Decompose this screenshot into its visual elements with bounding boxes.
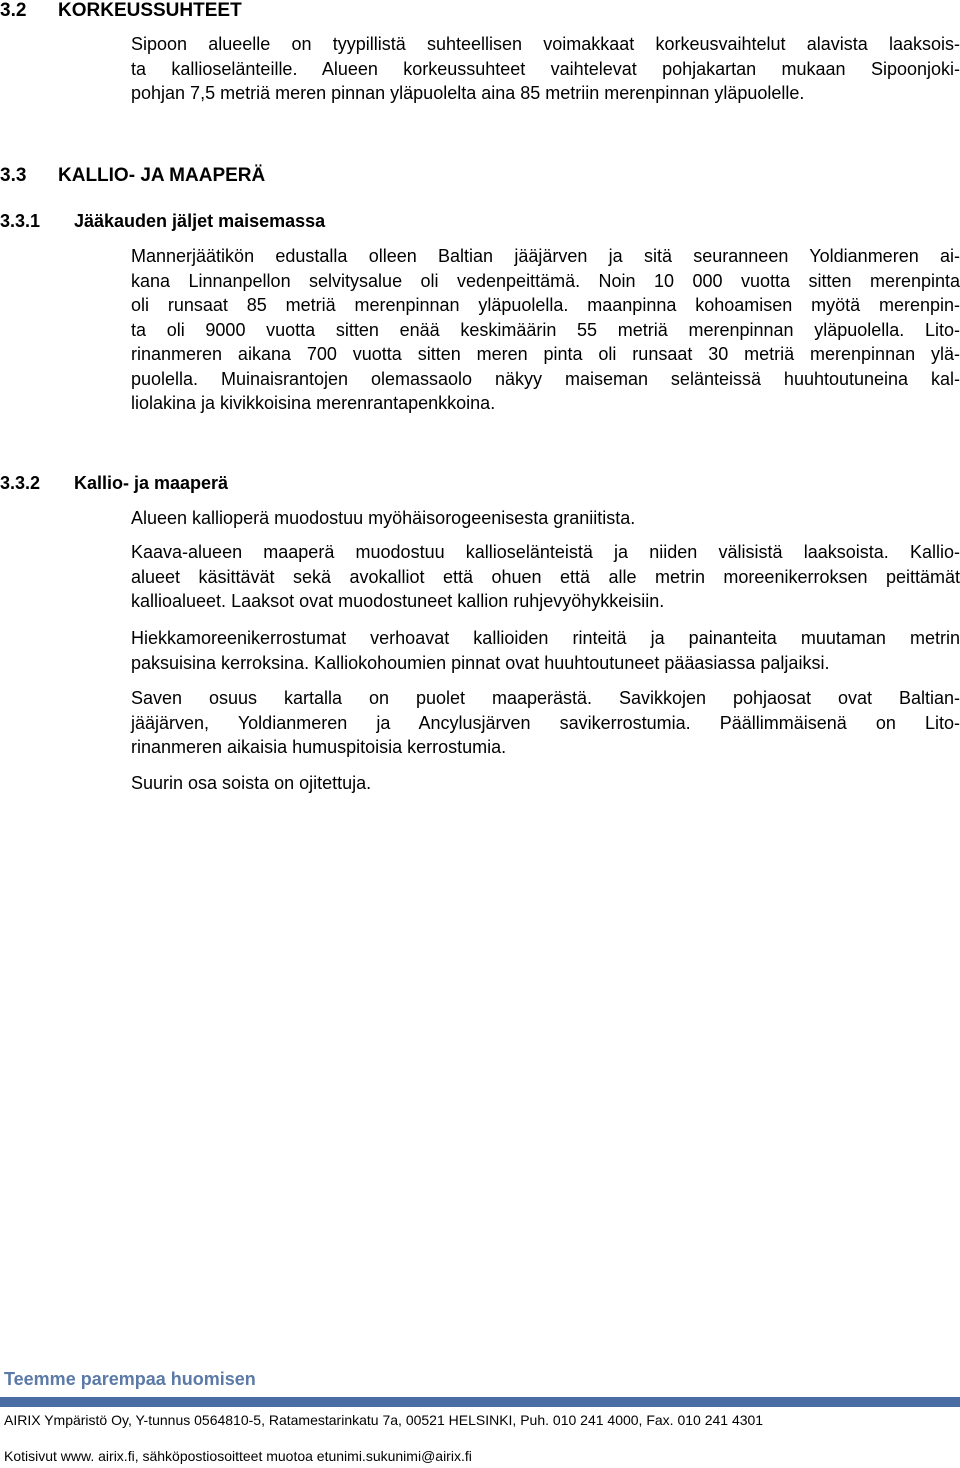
section-3-3-2-heading — [0, 472, 228, 494]
paragraph-line: Saven osuus kartalla on puolet maaperästä. Savikkojen pohjaosat ovat Baltian- — [131, 688, 960, 708]
section-3-3-heading — [0, 165, 265, 187]
section-number: 3.2 — [0, 0, 27, 21]
paragraph-line: puolella. Muinaisrantojen olemassaolo näkyy maiseman selänteissä huuhtoutuneina kal- — [131, 368, 960, 389]
paragraph-line: ta kallioselänteille. Alueen korkeussuhteet vaihtelevat pohjakartan mukaan Sipoonjoki- — [131, 58, 960, 79]
paragraph-line: Mannerjäätikön edustalla olleen Baltian jääjärven ja sitä seuranneen Yoldianmeren ai- — [131, 246, 960, 266]
paragraph-line: Sipoon alueelle on tyypillistä suhteellisen voimakkaat korkeusvaihtelut alavista laaksois- — [131, 34, 960, 54]
section-3-3-1-paragraph — [131, 244, 960, 416]
paragraph-line: liolakina ja kivikkoisina merenrantapenkkoina. — [131, 393, 496, 413]
section-title: KALLIO- JA MAAPERÄ — [58, 165, 266, 186]
paragraph-line: Kaava-alueen maaperä muodostuu kallioselänteistä ja niiden välisistä laaksoista. Kallio- — [131, 542, 960, 562]
footer-rule — [0, 1397, 960, 1407]
paragraph-line: rinanmeren aikaisia humuspitoisia kerrostumia. — [131, 737, 507, 757]
paragraph-line: alueet käsittävät sekä avokalliot että ohuen että alle metrin moreenikerroksen peittämät — [131, 566, 960, 587]
paragraph-line: ta oli 9000 vuotta sitten enää keskimäärin 55 metriä merenpinnan yläpuolella. Lito- — [131, 319, 960, 340]
section-number: 3.3.2 — [0, 473, 41, 493]
section-title: Kallio- ja maaperä — [74, 473, 229, 493]
paragraph-line: paksuisina kerroksina. Kalliokohoumien pinnat ovat huuhtoutuneet pääasiassa paljaiksi. — [131, 652, 830, 673]
paragraph-line: oli runsaat 85 metriä merenpinnan yläpuolella. maanpinna kohoamisen myötä merenpin- — [131, 295, 960, 315]
paragraph-line: pohjan 7,5 metriä meren pinnan yläpuolelta aina 85 metriin merenpinnan yläpuolelle. — [131, 83, 805, 103]
section-number: 3.3 — [0, 165, 27, 186]
section-number: 3.3.1 — [0, 211, 41, 231]
footer-web-line: Kotisivut www. airix.fi, sähköpostiosoitteet muotoa etunimi.sukunimi@airix.fi — [4, 1448, 472, 1464]
section-title: Jääkauden jäljet maisemassa — [74, 211, 326, 231]
section-3-3-2-paragraph-5 — [131, 771, 960, 796]
section-3-3-2-paragraph-4 — [131, 686, 960, 760]
paragraph-line: kallioalueet. Laaksot ovat muodostuneet kallion ruhjevyöhykkeisiin. — [131, 591, 665, 611]
section-3-3-2-paragraph-1 — [131, 506, 960, 531]
section-3-3-2-paragraph-3 — [131, 626, 960, 675]
section-3-2-paragraph — [131, 32, 960, 106]
paragraph-line: Hiekkamoreenikerrostumat verhoavat kallioiden rinteitä ja painanteita muutaman metrin — [131, 628, 960, 648]
paragraph-line: jääjärven, Yoldianmeren ja Ancylusjärven savikerrostumia. Päällimmäisenä on Lito- — [131, 712, 960, 733]
paragraph-line: Alueen kallioperä muodostuu myöhäisorogeenisesta graniitista. — [131, 508, 636, 528]
footer-slogan: Teemme parempaa huomisen — [4, 1369, 256, 1389]
section-3-3-2-paragraph-2 — [131, 540, 960, 614]
paragraph-line: kana Linnanpellon selvitysalue oli vedenpeittämä. Noin 10 000 vuotta sitten merenpinta — [131, 270, 960, 291]
section-title: KORKEUSSUHTEET — [58, 0, 242, 21]
section-3-3-1-heading — [0, 210, 325, 232]
paragraph-line: rinanmeren aikana 700 vuotta sitten meren pinta oli runsaat 30 metriä merenpinnan ylä- — [131, 344, 960, 364]
paragraph-line: Suurin osa soista on ojitettuja. — [131, 773, 372, 793]
section-3-2-heading — [0, 0, 242, 22]
footer-company-line: AIRIX Ympäristö Oy, Y-tunnus 0564810-5, Ratamestarinkatu 7a, 00521 HELSINKI, Puh. 010 241 4000, Fax. 010 241 4301 — [4, 1412, 764, 1428]
